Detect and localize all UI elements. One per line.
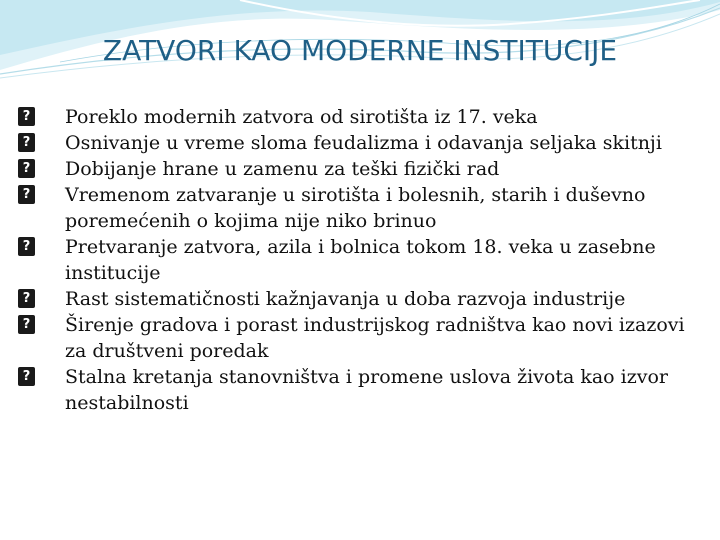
slide-title: ZATVORI KAO MODERNE INSTITUCIJE: [102, 34, 618, 67]
bullet-text: Pretvaranje zatvora, azila i bolnica tokom 18. veka u zasebne institucije: [65, 236, 656, 284]
missing-glyph-icon: ?: [18, 185, 35, 204]
list-item: [18, 130, 690, 156]
missing-glyph-icon: ?: [18, 159, 35, 178]
missing-glyph-icon: ?: [18, 133, 35, 152]
bullet-list: [18, 104, 690, 416]
bullet-text: Osnivanje u vreme sloma feudalizma i odavanja seljaka skitnji: [65, 132, 662, 154]
list-item: [18, 234, 690, 286]
list-item: [18, 286, 690, 312]
list-item: [18, 312, 690, 364]
bullet-text: Vremenom zatvaranje u sirotišta i bolesnih, starih i duševno poremećenih o kojima nije niko brinuo: [65, 184, 646, 232]
bullet-text: Širenje gradova i porast industrijskog radništva kao novi izazovi za društveni poredak: [65, 314, 685, 362]
missing-glyph-icon: ?: [18, 107, 35, 126]
list-item: [18, 156, 690, 182]
missing-glyph-icon: ?: [18, 367, 35, 386]
list-item: [18, 182, 690, 234]
missing-glyph-icon: ?: [18, 237, 35, 256]
bullet-text: Dobijanje hrane u zamenu za teški fizički rad: [65, 158, 500, 180]
bullet-text: Stalna kretanja stanovništva i promene uslova života kao izvor nestabilnosti: [65, 366, 668, 414]
bullet-text: Poreklo modernih zatvora od sirotišta iz 17. veka: [65, 106, 538, 128]
missing-glyph-icon: ?: [18, 315, 35, 334]
bullet-text: Rast sistematičnosti kažnjavanja u doba razvoja industrije: [65, 288, 626, 310]
missing-glyph-icon: ?: [18, 289, 35, 308]
list-item: [18, 364, 690, 416]
list-item: [18, 104, 690, 130]
